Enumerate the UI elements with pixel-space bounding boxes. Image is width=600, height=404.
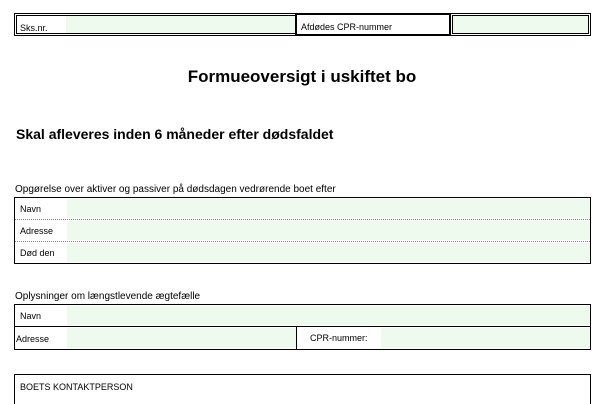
spouse-name-field[interactable] [67,306,590,325]
deceased-address-label: Adresse [20,226,54,236]
spouse-address-row [15,327,590,349]
spouse-cpr-field[interactable] [381,328,590,348]
section1-heading: Opgørelse over aktiver og passiver på dødsdagen vedrørende boet efter [15,184,336,195]
deceased-cpr-field[interactable] [452,15,589,34]
death-date-field[interactable] [67,243,590,262]
deceased-address-row [15,220,590,241]
case-number-label: Sks.nr. [16,15,66,34]
spouse-cpr-label: CPR-nummer: [310,333,368,343]
column-divider [296,327,297,349]
deceased-name-row [15,198,590,219]
spouse-address-field[interactable] [67,328,296,348]
deceased-cpr-label: Afdødes CPR-nummer [295,13,451,36]
contact-person-heading: BOETS KONTAKTPERSON [20,382,133,392]
death-date-label: Død den [20,248,55,258]
death-date-row [15,242,590,263]
spouse-info-box [14,304,591,350]
section2-heading: Oplysninger om længstlevende ægtefælle [15,291,201,302]
deceased-info-box [14,197,591,264]
deadline-subtitle: Skal afleveres inden 6 måneder efter dødsfaldet [16,126,334,142]
deceased-name-label: Navn [20,204,42,214]
case-number-field[interactable] [66,15,295,34]
spouse-name-row [15,305,590,326]
spouse-name-label: Navn [20,311,42,321]
page-title: Formueoversigt i uskiftet bo [187,67,417,86]
deceased-name-field[interactable] [67,199,590,218]
spouse-address-label: Adresse [16,334,50,344]
deceased-address-field[interactable] [67,221,590,240]
